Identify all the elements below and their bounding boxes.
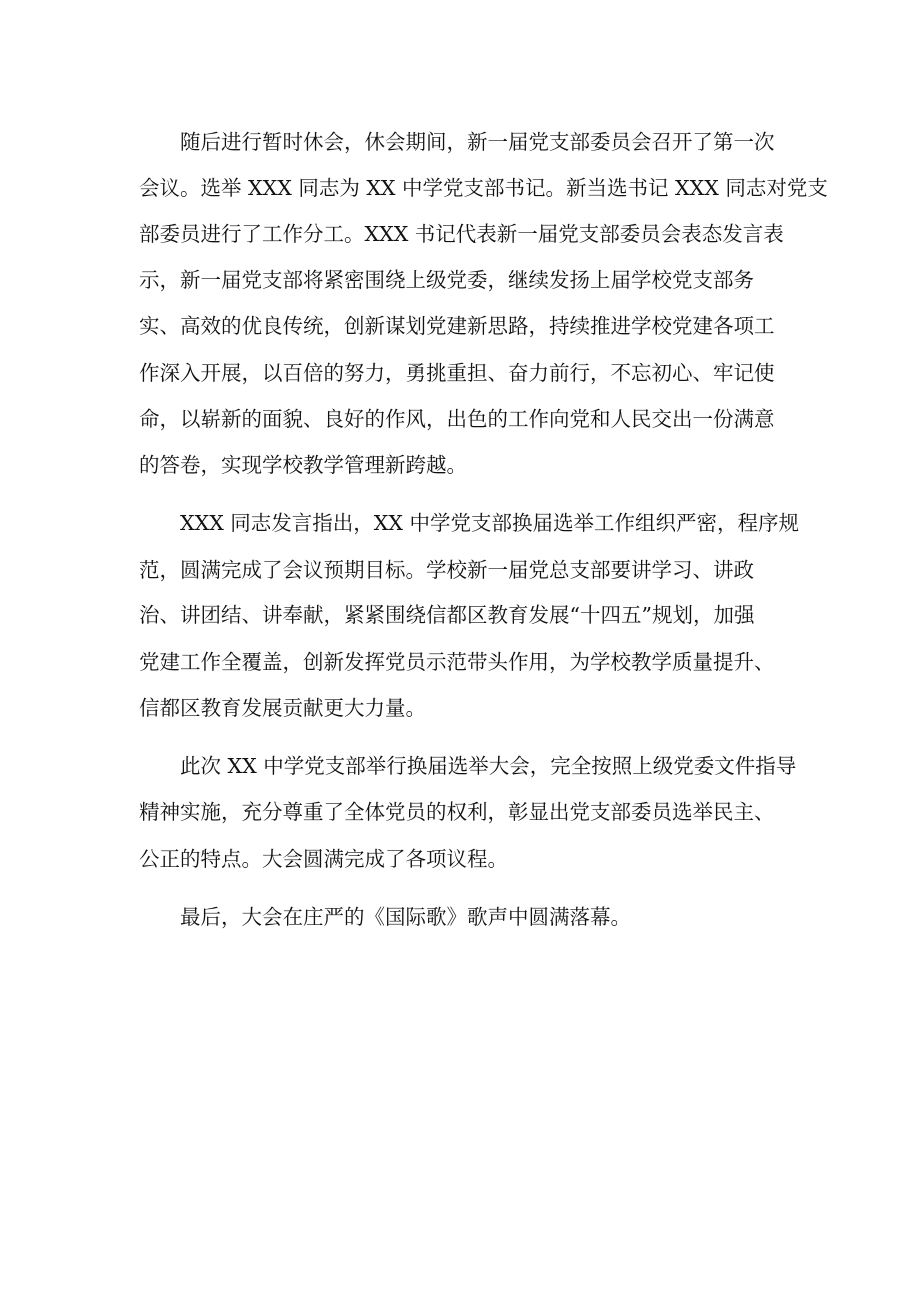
paragraph-line: 此次 XX 中学党支部举行换届选举大会，完全按照上级党委文件指导 [180, 754, 797, 778]
paragraph-line: 党建工作全覆盖，创新发挥党员示范带头作用，为学校教学质量提升、 [139, 650, 775, 674]
paragraph-line: 最后，大会在庄严的《国际歌》歌声中圆满落幕。 [180, 905, 631, 929]
paragraph-line: 部委员进行了工作分工。XXX 书记代表新一届党支部委员会表态发言表 [139, 222, 784, 246]
paragraph-line: 治、讲团结、讲奉献，紧紧围绕信都区教育发展“十四五”规划，加强 [139, 603, 755, 627]
paragraph-line: 作深入开展，以百倍的努力，勇挑重担、奋力前行，不忘初心、牢记使 [139, 361, 775, 385]
paragraph-line: 公正的特点。大会圆满完成了各项议程。 [139, 847, 508, 871]
paragraph-line: 实、高效的优良传统，创新谋划党建新思路，持续推进学校党建各项工 [139, 314, 775, 338]
paragraph-line: 命，以崭新的面貌、良好的作风，出色的工作向党和人民交出一份满意 [139, 407, 775, 431]
paragraph-line: 信都区教育发展贡献更大力量。 [139, 696, 426, 720]
paragraph-line: 会议。选举 XXX 同志为 XX 中学党支部书记。新当选书记 XXX 同志对党支 [139, 176, 828, 200]
paragraph-line: 范，圆满完成了会议预期目标。学校新一届党总支部要讲学习、讲政 [139, 558, 754, 582]
paragraph-line: 示，新一届党支部将紧密围绕上级党委，继续发扬上届学校党支部务 [139, 268, 754, 292]
paragraph-line: 的答卷，实现学校教学管理新跨越。 [139, 453, 467, 477]
paragraph-line: 随后进行暂时休会，休会期间，新一届党支部委员会召开了第一次 [180, 130, 775, 154]
paragraph-line: XXX 同志发言指出，XX 中学党支部换届选举工作组织严密，程序规 [180, 511, 800, 535]
paragraph-line: 精神实施，充分尊重了全体党员的权利，彰显出党支部委员选举民主、 [139, 800, 775, 824]
